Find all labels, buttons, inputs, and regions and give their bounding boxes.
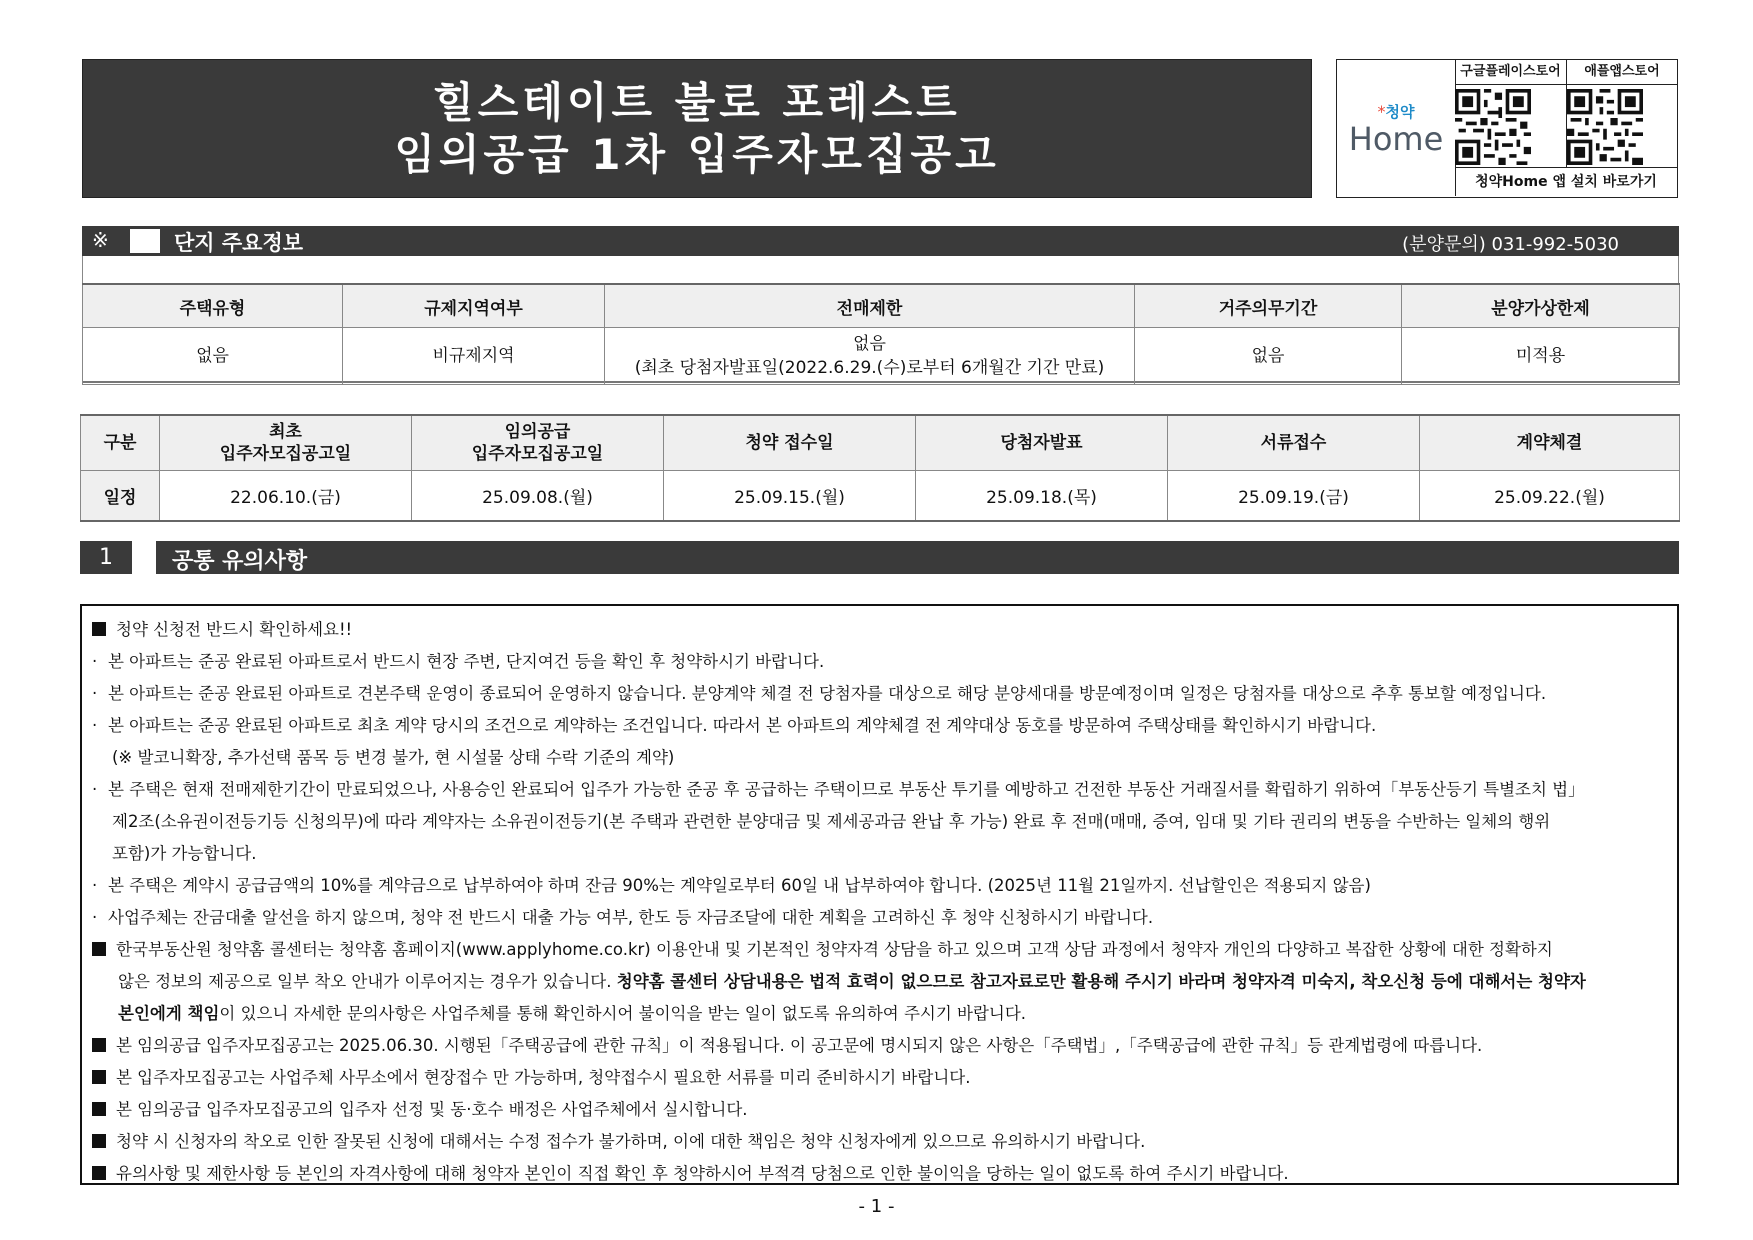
notice-line: 본인에게 책임이 있으니 자세한 문의사항은 사업주체를 통해 확인하시어 불이익을 받는 일이 없도록 유의하여 주시기 바랍니다. xyxy=(118,1004,1027,1023)
app-store-qr-code[interactable] xyxy=(1567,89,1643,165)
square-bullet-icon xyxy=(92,1102,106,1116)
google-play-qr-column xyxy=(1455,60,1567,167)
schedule-date: 25.09.19.(금) xyxy=(1168,471,1420,522)
header-residence-obligation: 거주의무기간 xyxy=(1135,284,1402,328)
value-housing-type: 없음 xyxy=(83,328,343,385)
schedule-row-label: 일정 xyxy=(81,471,160,522)
header-resale-restriction: 전매제한 xyxy=(605,284,1135,328)
app-store-qr-column xyxy=(1567,60,1677,167)
header-housing-type: 주택유형 xyxy=(83,284,343,328)
notice-line: 않은 정보의 제공으로 일부 착오 안내가 이루어지는 경우가 있습니다. 청약홈 콜센터 상담내용은 법적 효력이 없으므로 참고자료로만 활용해 주시기 바라며 청약자격 미숙지, 착오신청 등에 대해서는 청약자 xyxy=(118,972,1586,991)
star-icon: * xyxy=(1377,101,1386,121)
schedule-header-first-notice: 최초 입주자모집공고일 xyxy=(160,415,412,471)
schedule-date: 25.09.18.(목) xyxy=(916,471,1168,522)
schedule-header-contract: 계약체결 xyxy=(1420,415,1680,471)
page-number: - 1 - xyxy=(858,1196,895,1217)
notice-line: 유의사항 및 제한사항 등 본인의 자격사항에 대해 청약자 본인이 직접 확인 후 청약하시어 부적격 당첨으로 인한 불이익을 당하는 일이 없도록 하여 주시기 바랍니다. xyxy=(92,1158,1665,1190)
square-bullet-icon xyxy=(92,1134,106,1148)
section-marker-box xyxy=(130,229,160,253)
schedule-table xyxy=(80,414,1680,522)
value-resale-restriction: 없음 (최초 당첨자발표일(2022.6.29.(수)로부터 6개월간 기간 만료) xyxy=(605,328,1135,385)
schedule-header-random-notice: 임의공급 입주자모집공고일 xyxy=(412,415,664,471)
notice-line: 한국부동산원 청약홈 콜센터는 청약홈 홈페이지(www.applyhome.co.kr) 이용안내 및 기본적인 청약자격 상담을 하고 있으며 고객 상담 과정에서 청약자 개인의 다양하고 복잡한 상황에 대한 정확하지 xyxy=(92,934,1665,966)
notice-line: 청약 신청전 반드시 확인하세요!! xyxy=(92,614,1665,646)
section-header-common-notes xyxy=(156,541,1679,574)
value-residence-obligation: 없음 xyxy=(1135,328,1402,385)
app-install-box xyxy=(1336,59,1678,198)
notice-line: 청약 시 신청자의 착오로 인한 잘못된 신청에 대해서는 수정 접수가 불가하며, 이에 대한 책임은 청약 신청자에게 있으므로 유의하시기 바랍니다. xyxy=(92,1126,1665,1158)
schedule-date: 25.09.08.(월) xyxy=(412,471,664,522)
schedule-date: 25.09.15.(월) xyxy=(664,471,916,522)
notice-line: · 본 아파트는 준공 완료된 아파트로서 반드시 현장 주변, 단지여건 등을 확인 후 청약하시기 바랍니다. xyxy=(92,652,825,671)
notice-line: · 본 아파트는 준공 완료된 아파트로 최초 계약 당시의 조건으로 계약하는 조건입니다. 따라서 본 아파트의 계약체결 전 계약대상 동호를 방문하여 주택상태를 확인하시기 바랍니다. xyxy=(92,716,1377,735)
schedule-corner-label: 구분 xyxy=(81,415,160,471)
square-bullet-icon xyxy=(92,1070,106,1084)
header-regulated-area: 규제지역여부 xyxy=(343,284,605,328)
square-bullet-icon xyxy=(92,942,106,956)
schedule-date: 22.06.10.(금) xyxy=(160,471,412,522)
notice-line: · 본 주택은 현재 전매제한기간이 만료되었으나, 사용승인 완료되어 입주가 가능한 준공 후 공급하는 주택이므로 부동산 투기를 예방하고 건전한 부동산 거래질서를 확립하기 위하여「부동산등기 특별조치 법」 xyxy=(92,780,1585,799)
header-price-cap: 분양가상한제 xyxy=(1402,284,1680,328)
title-line-2: 임의공급 1차 입주자모집공고 xyxy=(394,129,1000,179)
app-install-link[interactable]: 청약Home 앱 설치 바로가기 xyxy=(1455,167,1677,197)
value-price-cap: 미적용 xyxy=(1402,328,1680,385)
sales-inquiry-phone: (분양문의) 031-992-5030 xyxy=(1402,234,1619,255)
notice-line: 본 임의공급 입주자모집공고의 입주자 선정 및 동·호수 배정은 사업주체에서 실시합니다. xyxy=(92,1094,1665,1126)
square-bullet-icon xyxy=(92,1038,106,1052)
notice-line: · 본 주택은 계약시 공급금액의 10%를 계약금으로 납부하여야 하며 잔금 90%는 계약일로부터 60일 내 납부하여야 합니다. (2025년 11월 21일까지. 선납할인은 적용되지 않음) xyxy=(92,876,1371,895)
schedule-header-winner-announcement: 당첨자발표 xyxy=(916,415,1168,471)
notice-title-banner xyxy=(82,59,1312,198)
square-bullet-icon xyxy=(92,622,106,636)
cheongyak-home-logo: *청약 Home xyxy=(1337,60,1456,196)
notice-line: (※ 발코니확장, 추가선택 품목 등 변경 불가, 현 시설물 상태 수락 기준의 계약) xyxy=(112,748,675,767)
title-line-1: 힐스테이트 불로 포레스트 xyxy=(433,77,961,127)
schedule-header-application: 청약 접수일 xyxy=(664,415,916,471)
schedule-header-document-submission: 서류접수 xyxy=(1168,415,1420,471)
complex-info-table xyxy=(82,283,1680,385)
notice-line: 본 입주자모집공고는 사업주체 사무소에서 현장접수 만 가능하며, 청약접수시 필요한 서류를 미리 준비하시기 바랍니다. xyxy=(92,1062,1665,1094)
schedule-date: 25.09.22.(월) xyxy=(1420,471,1680,522)
notice-line: 포함)가 가능합니다. xyxy=(112,844,257,863)
notice-line: 본 임의공급 입주자모집공고는 2025.06.30. 시행된「주택공급에 관한 규칙」이 적용됩니다. 이 공고문에 명시되지 않은 사항은「주택법」,「주택공급에 관한 규칙」등 관계법령에 따릅니다. xyxy=(92,1030,1665,1062)
section-header-complex-info xyxy=(82,226,1679,256)
value-regulated-area: 비규제지역 xyxy=(343,328,605,385)
reference-mark-icon: ※ xyxy=(92,228,109,252)
section-number: 1 xyxy=(80,541,132,574)
app-store-label: 애플앱스토어 xyxy=(1567,60,1677,85)
notice-line: · 사업주체는 잔금대출 알선을 하지 않으며, 청약 전 반드시 대출 가능 여부, 한도 등 자금조달에 대한 계획을 고려하신 후 청약 신청하시기 바랍니다. xyxy=(92,908,1154,927)
section-title: 공통 유의사항 xyxy=(172,549,308,574)
google-play-label: 구글플레이스토어 xyxy=(1455,60,1566,85)
resale-restriction-note: (최초 당첨자발표일(2022.6.29.(수)로부터 6개월간 기간 만료) xyxy=(634,358,1105,378)
notice-line: · 본 아파트는 준공 완료된 아파트로 견본주택 운영이 종료되어 운영하지 않습니다. 분양계약 체결 전 당첨자를 대상으로 해당 분양세대를 방문예정이며 일정은 당첨자를 대상으로 추후 통보할 예정입니다. xyxy=(92,684,1547,703)
section-title: 단지 주요정보 xyxy=(174,231,304,255)
common-notice-box xyxy=(80,604,1679,1185)
google-play-qr-code[interactable] xyxy=(1455,89,1531,165)
notice-line: 제2조(소유권이전등기등 신청의무)에 따라 계약자는 소유권이전등기(본 주택과 관련한 분양대금 및 제세공과금 완납 후 가능) 완료 후 전매(매매, 증여, 임대 및 기타 권리의 변동을 수반하는 일체의 행위 xyxy=(112,812,1551,831)
square-bullet-icon xyxy=(92,1166,106,1180)
